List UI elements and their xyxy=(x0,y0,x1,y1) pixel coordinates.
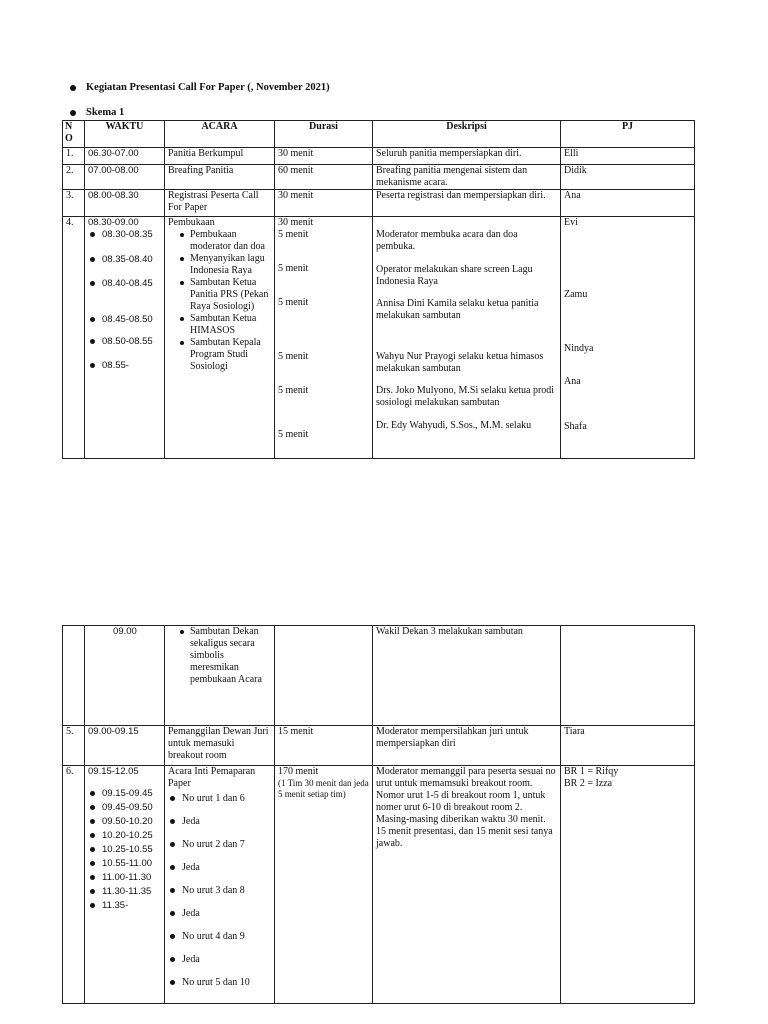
bullet-icon xyxy=(180,341,184,345)
waktu-sub-item: 08.40-08.45 xyxy=(88,278,161,290)
cell-no: 2. xyxy=(63,165,85,190)
title-text: Kegiatan Presentasi Call For Paper (, November 2021) xyxy=(86,82,330,93)
waktu-sub-item: 10.20-10.25 xyxy=(88,830,161,842)
bullet-icon xyxy=(180,233,184,237)
bullet-icon xyxy=(90,889,95,894)
durasi-sub: 5 menit xyxy=(278,263,309,274)
waktu-main: 09.15-12.05 xyxy=(88,766,139,777)
cell-deskripsi: Peserta registrasi dan mempersiapkan diri. xyxy=(373,190,561,217)
cell-deskripsi xyxy=(373,217,561,459)
waktu-sub-item: 08.50-08.55 xyxy=(88,336,161,348)
table-row xyxy=(63,165,695,190)
cell-deskripsi: Seluruh panitia mempersiapkan diri. xyxy=(373,148,561,165)
bullet-icon xyxy=(170,819,175,824)
bullet-icon xyxy=(90,861,95,866)
cell-waktu: 07.00-08.00 xyxy=(85,165,165,190)
cell-no: 3. xyxy=(63,190,85,217)
acara-sub-item: Sambutan Ketua HIMASOS xyxy=(168,313,271,337)
acara-sub-item: Sambutan Kepala Program Studi Sosiologi xyxy=(168,337,271,373)
scheme-label xyxy=(70,107,124,119)
bullet-icon xyxy=(90,791,95,796)
cell-no: 5. xyxy=(63,726,85,766)
pj-item: Evi xyxy=(564,217,578,228)
waktu-sub-item: 11.00-11.30 xyxy=(88,872,161,884)
cell-waktu xyxy=(85,217,165,459)
waktu-sub-item: 11.30-11.35 xyxy=(88,886,161,898)
cell-waktu xyxy=(85,766,165,1004)
cell-durasi: 30 menit xyxy=(275,148,373,165)
bullet-icon xyxy=(170,980,175,985)
acara-main: Acara Inti Pemaparan Paper xyxy=(168,766,256,789)
cell-pj: Ana xyxy=(561,190,695,217)
cell-acara: Panitia Berkumpul xyxy=(165,148,275,165)
cell-acara: Pemanggilan Dewan Juri untuk memasuki breakout room xyxy=(165,726,275,766)
waktu-sub-item: 08.35-08.40 xyxy=(88,254,161,266)
cell-pj: Didik xyxy=(561,165,695,190)
bullet-icon xyxy=(90,903,95,908)
cell-acara: Registrasi Peserta Call For Paper xyxy=(165,190,275,217)
acara-sub-item: No urut 1 dan 6 xyxy=(168,793,271,805)
table-row xyxy=(63,190,695,217)
cell-no: 6. xyxy=(63,766,85,1004)
bullet-icon xyxy=(90,875,95,880)
waktu-sub-item: 09.50-10.20 xyxy=(88,816,161,828)
cell-deskripsi: Moderator memanggil para peserta sesuai no urut untuk memamsuki breakout room. Nomor urut 1-5 di breakout room 1, untuk nomer urut 6-10 di breakout room 2. Masing-masing diberikan waktu 30 menit. 15 menit presentasi, dan 15 menit sesi tanya jawab. xyxy=(373,766,561,1004)
waktu-sub-item: 10.25-10.55 xyxy=(88,844,161,856)
deskripsi-item: Moderator membuka acara dan doa pembuka. xyxy=(376,229,518,252)
bullet-icon xyxy=(90,833,95,838)
table-row-opening xyxy=(63,217,695,459)
cell-pj xyxy=(561,217,695,459)
acara-sub-item: No urut 3 dan 8 xyxy=(168,885,271,897)
durasi-sub: 5 menit xyxy=(278,385,309,396)
cell-no: 4. xyxy=(63,217,85,459)
cell-no: 1. xyxy=(63,148,85,165)
durasi-sub: 5 menit xyxy=(278,429,309,440)
cell-waktu: 06.30-07.00 xyxy=(85,148,165,165)
bullet-icon xyxy=(180,317,184,321)
durasi-sub: 5 menit xyxy=(278,351,309,362)
bullet-icon xyxy=(170,796,175,801)
durasi-main: 30 menit xyxy=(278,217,314,228)
cell-acara: Breafing Panitia xyxy=(165,165,275,190)
header-waktu: WAKTU xyxy=(85,121,165,148)
table-row-continuation xyxy=(63,626,695,726)
pj-item: Shafa xyxy=(564,421,587,432)
cell-waktu: 09.00-09.15 xyxy=(85,726,165,766)
bullet-icon xyxy=(90,819,95,824)
acara-sub-item: Jeda xyxy=(168,862,271,874)
bullet-icon xyxy=(90,805,95,810)
waktu-sub-item: 08.45-08.50 xyxy=(88,314,161,326)
pj-item: Ana xyxy=(564,376,581,387)
bullet-icon xyxy=(90,847,95,852)
pj-item: BR 1 = Rifqy xyxy=(564,766,619,777)
bullet-icon xyxy=(170,934,175,939)
cell-durasi: 30 menit xyxy=(275,190,373,217)
bullet-icon xyxy=(180,630,184,634)
cell-pj: Elli xyxy=(561,148,695,165)
bullet-icon xyxy=(170,842,175,847)
pj-item: Zamu xyxy=(564,289,588,300)
schedule-table-1 xyxy=(62,120,695,459)
bullet-icon xyxy=(90,317,95,322)
bullet-icon xyxy=(90,257,95,262)
acara-sub-item: Jeda xyxy=(168,954,271,966)
deskripsi-item: Operator melakukan share screen Lagu Indonesia Raya xyxy=(376,264,533,287)
bullet-icon xyxy=(70,110,76,116)
header-durasi: Durasi xyxy=(275,121,373,148)
bullet-icon xyxy=(170,957,175,962)
bullet-icon xyxy=(90,363,95,368)
bullet-icon xyxy=(170,888,175,893)
waktu-sub-item: 08.55- xyxy=(88,360,161,372)
header-acara: ACARA xyxy=(165,121,275,148)
deskripsi-item: Annisa Dini Kamila selaku ketua panitia melakukan sambutan xyxy=(376,298,539,321)
waktu-sub-item: 10.55-11.00 xyxy=(88,858,161,870)
cell-pj xyxy=(561,766,695,1004)
deskripsi-item: Wahyu Nur Prayogi selaku ketua himasos melakukan sambutan xyxy=(376,351,544,374)
acara-sub-item: Pembukaan moderator dan doa xyxy=(168,229,271,253)
header-pj: PJ xyxy=(561,121,695,148)
document-title xyxy=(70,82,330,94)
acara-sub-item: Jeda xyxy=(168,816,271,828)
acara-sub-item: Sambutan Dekan sekaligus secara simbolis meresmikan pembukaan Acara xyxy=(168,626,271,686)
waktu-main: 08.30-09.00 xyxy=(88,217,139,228)
acara-main: Pembukaan xyxy=(168,217,215,228)
cell-durasi xyxy=(275,766,373,1004)
pj-item: BR 2 = Izza xyxy=(564,778,613,789)
cell-acara xyxy=(165,626,275,726)
acara-sub-item: No urut 4 dan 9 xyxy=(168,931,271,943)
cell-deskripsi: Breafing panitia mengenai sistem dan mekanisme acara. xyxy=(373,165,561,190)
bullet-icon xyxy=(90,232,95,237)
cell-acara xyxy=(165,766,275,1004)
deskripsi-item: Drs. Joko Mulyono, M.Si selaku ketua prodi sosiologi melakukan sambutan xyxy=(376,385,555,408)
bullet-icon xyxy=(70,85,76,91)
durasi-sub: 5 menit xyxy=(278,229,309,240)
table-row-main-event xyxy=(63,766,695,1004)
bullet-icon xyxy=(170,865,175,870)
header-no: N O xyxy=(63,121,85,148)
cell-durasi: 15 menit xyxy=(275,726,373,766)
cell-no xyxy=(63,626,85,726)
waktu-sub-item: 09.45-09.50 xyxy=(88,802,161,814)
acara-sub-item: No urut 5 dan 10 xyxy=(168,977,271,989)
pj-item: Nindya xyxy=(564,343,594,354)
bullet-icon xyxy=(180,257,184,261)
table-row xyxy=(63,726,695,766)
acara-sub-item: Sambutan Ketua Panitia PRS (Pekan Raya Sosiologi) xyxy=(168,277,271,313)
cell-waktu: 09.00 xyxy=(85,626,165,726)
waktu-sub-item: 08.30-08.35 xyxy=(88,229,161,241)
durasi-note: (1 Tim 30 menit dan jeda 5 menit setiap tim) xyxy=(278,778,369,799)
header-deskripsi: Deskripsi xyxy=(373,121,561,148)
table-header-row xyxy=(63,121,695,148)
acara-sub-item: Menyanyikan lagu Indonesia Raya xyxy=(168,253,271,277)
cell-acara xyxy=(165,217,275,459)
table-row xyxy=(63,148,695,165)
waktu-sub-item: 09.15-09.45 xyxy=(88,788,161,800)
cell-deskripsi: Wakil Dekan 3 melakukan sambutan xyxy=(373,626,561,726)
cell-durasi xyxy=(275,626,373,726)
cell-waktu: 08.00-08.30 xyxy=(85,190,165,217)
schedule-table-2 xyxy=(62,625,695,1004)
bullet-icon xyxy=(90,281,95,286)
bullet-icon xyxy=(180,281,184,285)
cell-durasi xyxy=(275,217,373,459)
cell-deskripsi: Moderator mempersilahkan juri untuk mempersiapkan diri xyxy=(373,726,561,766)
cell-pj xyxy=(561,626,695,726)
durasi-main: 170 menit xyxy=(278,766,319,777)
acara-sub-item: No urut 2 dan 7 xyxy=(168,839,271,851)
cell-pj: Tiara xyxy=(561,726,695,766)
cell-durasi: 60 menit xyxy=(275,165,373,190)
acara-sub-item: Jeda xyxy=(168,908,271,920)
bullet-icon xyxy=(90,339,95,344)
scheme-text: Skema 1 xyxy=(86,107,125,118)
waktu-sub-item: 11.35- xyxy=(88,900,161,912)
durasi-sub: 5 menit xyxy=(278,297,309,308)
deskripsi-item: Dr. Edy Wahyudi, S.Sos., M.M. selaku xyxy=(376,420,532,431)
bullet-icon xyxy=(170,911,175,916)
